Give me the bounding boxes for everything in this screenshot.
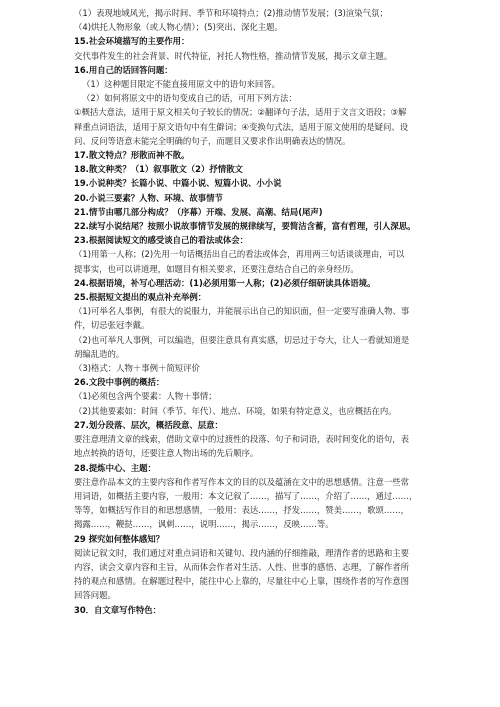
text-line: 问、反问等语意未能完全明确的句子，而题目又要求作出明确表达的情况。: [74, 135, 351, 146]
section-heading: 30．自文章写作特色：: [74, 604, 162, 615]
text-line: （2)其他要素如：时间（季节、年代）、地点、环境，如果有特定意义，也应概括在内。: [74, 405, 397, 416]
text-line: （2)也可举凡人事例，可以编造，但要注意具有真实感，切忌过于夸大，让人一看就知道是: [74, 334, 410, 345]
text-line: 等等，如概括写作目的和思想感情，一般用：表达……，抒发……，赞美……，歌颂……，: [74, 505, 409, 516]
text-line: （3)格式：人物＋事例＋简短评价: [74, 363, 200, 374]
text-line: 地点转换的语句，还要注意人物出场的先后顺序。: [74, 448, 259, 459]
text-line: 阅读记叙文时，我们通过对重点词语和关键句、段内涵的仔细推敲，理清作者的思路和主要: [74, 547, 409, 558]
section-heading: 26.文段中事例的概括：: [74, 377, 165, 388]
text-line: 提事实，也可以讲道理，如题目有相关要求，还要注意结合自己的亲身经历。: [74, 263, 359, 274]
text-line: （1）这种题目限定不能直接用原文中的语句来回答。: [82, 79, 280, 90]
text-line: 交代事件发生的社会背景、时代特征，衬托人物性格，推动情节发展，揭示文章主题。: [74, 50, 393, 61]
text-line: 要注意理清文章的线索，借助文章中的过渡性的段落、句子和词语，表时间变化的语句，表: [74, 434, 409, 445]
section-heading: 15.社会环境描写的主要作用：: [74, 36, 190, 47]
text-line: 持的观点和感情。在解题过程中，能往中心上靠的，尽量往中心上靠，围绕作者的写作意图: [74, 576, 409, 587]
text-line: 件，切忌张冠李戴。: [74, 320, 150, 331]
text-line: （1)必须包含两个要素：人物＋事情；: [74, 391, 217, 402]
section-heading: 24.根据语境，补写心理活动：(1)必须用第一人称；(2)必须仔细研读具体语境。: [74, 277, 376, 288]
section-heading: 16.用自己的话回答问题：: [74, 64, 173, 75]
text-line: 用词语，如概括主要内容，一般用：本文记叙了……，描写了……，介绍了……，通过……，: [74, 490, 418, 501]
text-line: 要注意作品本文的主要内容和作者写作本文的目的以及蕴涵在文中的思想感情。注意一些常: [74, 476, 409, 487]
section-heading: 28.提炼中心、主题：: [74, 462, 156, 473]
text-line: 揭露……，鞭挞……，讽刺……，说明……，揭示……，反映……等。: [74, 519, 334, 530]
text-line: 释重点词语法，适用于原文语句中有生僻词；④变换句式法，适用于原文使用的是疑问、设: [74, 121, 409, 132]
text-line: （1)可举名人事例，有很大的说服力，并能展示出自己的知识面，但一定要写准确人物、事: [74, 306, 410, 317]
section-heading: 21.情节由哪几部分构成？（序幕）开端、发展、高潮、结局(尾声): [74, 206, 323, 217]
section-heading: 29 探究如何整体感知？: [74, 533, 164, 544]
text-line: ①概括大意法，适用于原文相关句子较长的情况；②翻译句子法，适用于文言文语段；③解: [74, 107, 407, 118]
section-heading: 25.根据短文提出的观点补充举例：: [74, 292, 207, 303]
section-heading: 19.小说种类？长篇小说、中篇小说、短篇小说、小小说: [74, 178, 282, 189]
section-heading: 20.小说三要素？人物、环境、故事情节: [74, 192, 223, 203]
text-line: （1)用第一人称；(2)先用一句话概括出自己的看法或体会，再用两三句话谈谈理由，可以: [74, 249, 405, 260]
text-line: 回答问题。: [74, 590, 116, 601]
section-heading: 22.续写小说结尾？按照小说故事情节发展的规律续写，要简洁含蓄，富有哲理，引人深思。: [74, 221, 416, 232]
section-heading: 27.划分段落、层次，概括段意、层意：: [74, 419, 223, 430]
section-heading: 17.散文特点？形散而神不散。: [74, 150, 190, 161]
text-line: （1）表现地域风光，揭示时间、季节和环境特点；(2)推动情节发展；(3)渲染气氛；: [74, 8, 388, 18]
text-line: 内容，读会文章内容和主旨，从而体会作者对生活、人性、世事的感悟、志理，了解作者所: [74, 561, 409, 572]
text-line: 胡编乱造的。: [74, 348, 125, 359]
text-line: （4)烘托人物形象（或人物心情）；(5)突出、深化主题。: [74, 22, 283, 33]
section-heading: 18.散文种类？（1）叙事散文（2）抒情散文: [74, 164, 243, 175]
text-line: （2）如何将原文中的语句变成自己的话，可用下列方法：: [82, 93, 297, 104]
section-heading: 23.根据阅读短文的感受谈自己的看法或体会：: [74, 235, 248, 246]
